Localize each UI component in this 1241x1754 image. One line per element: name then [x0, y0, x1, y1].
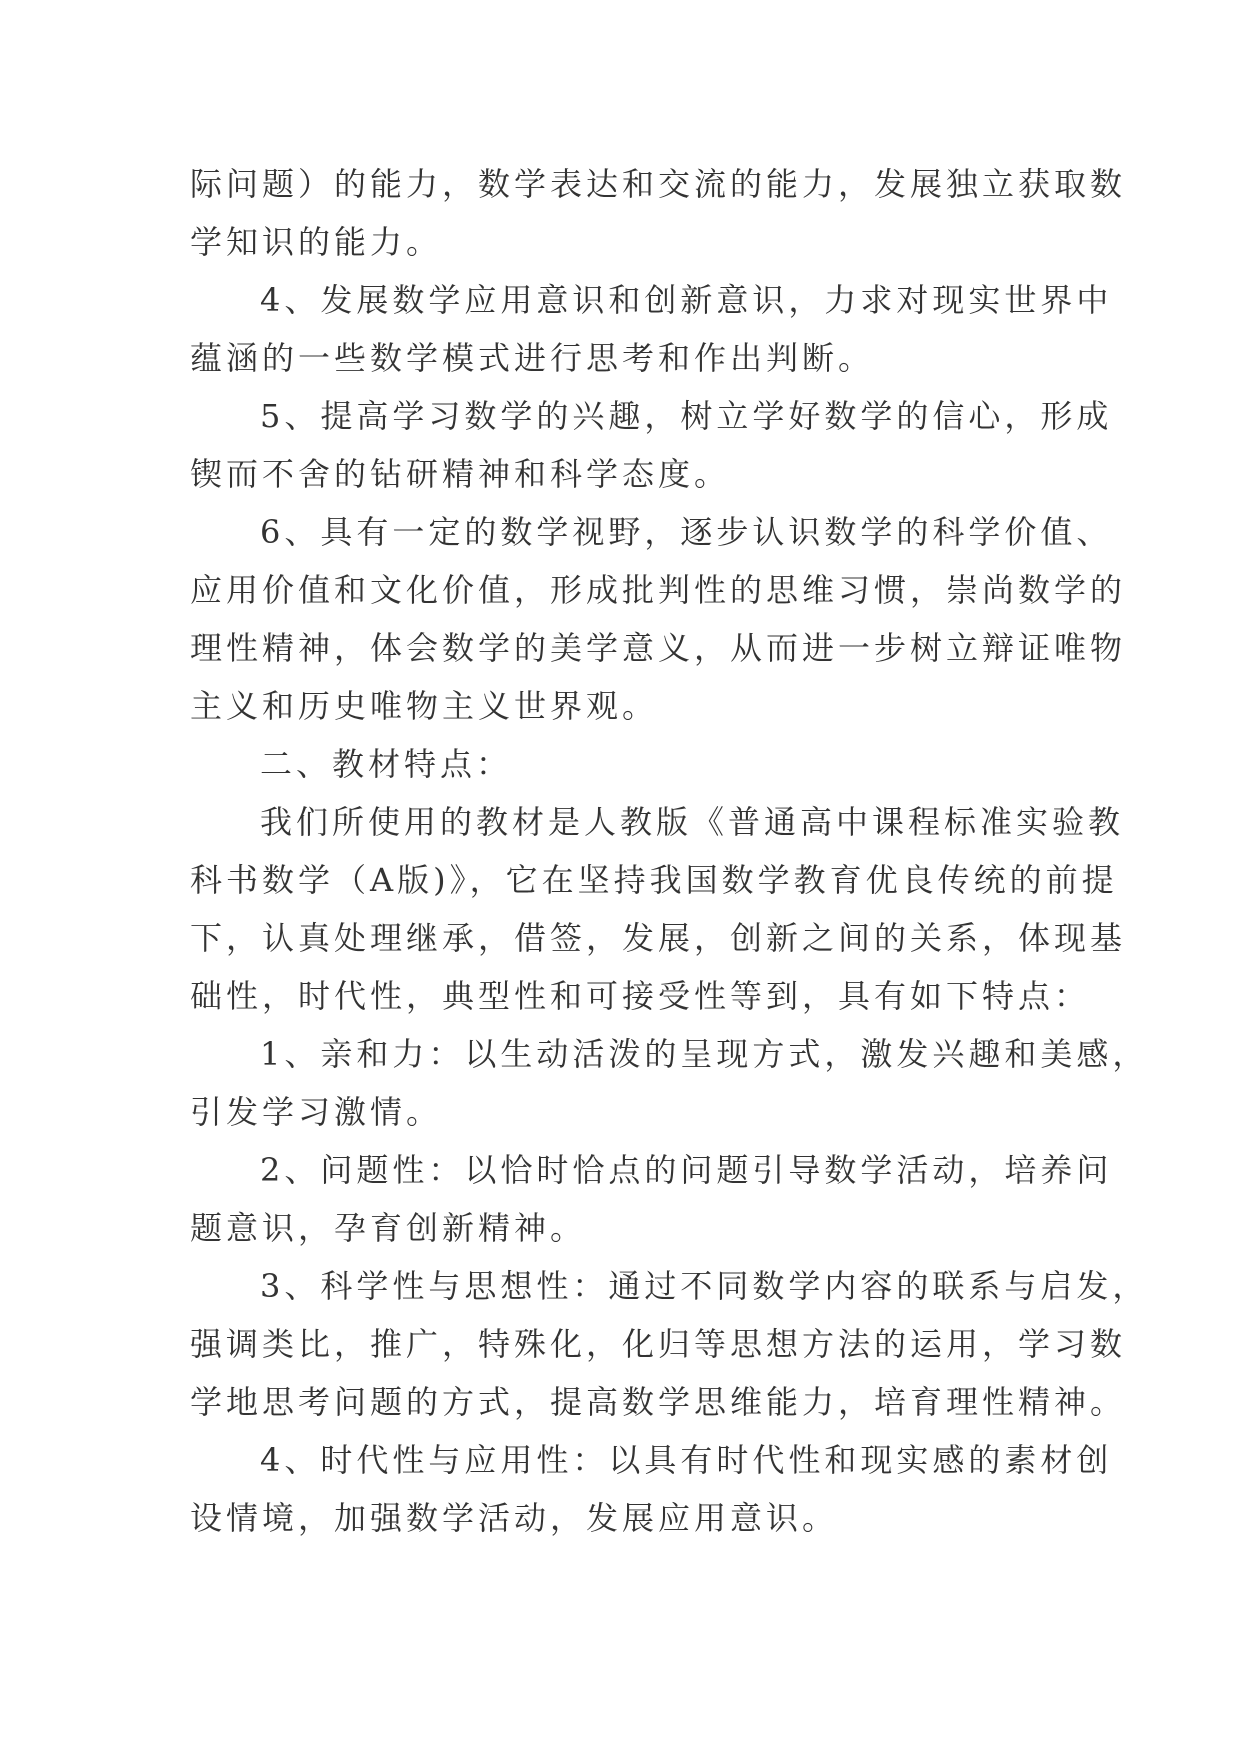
- text-line: 题意识，孕育创新精神。: [190, 1209, 587, 1247]
- section-heading-textbook-features: [190, 735, 1052, 793]
- text-line: 际问题）的能力，数学表达和交流的能力，发展独立获取数: [190, 165, 1127, 203]
- text-line: 3、科学性与思想性：通过不同数学内容的联系与启发，: [260, 1267, 1149, 1305]
- text-line: 1、亲和力：以生动活泼的呈现方式，激发兴趣和美感，: [260, 1035, 1149, 1073]
- text-line: 应用价值和文化价值，形成批判性的思维习惯，崇尚数学的: [190, 571, 1127, 609]
- text-line: 锲而不舍的钻研精神和科学态度。: [190, 455, 731, 493]
- paragraph-abilities-continued: [190, 155, 1127, 271]
- text-line: 设情境，加强数学活动，发展应用意识。: [190, 1499, 839, 1537]
- paragraph-feature-2: [190, 1141, 1113, 1257]
- paragraph-feature-3: [190, 1257, 1149, 1431]
- paragraph-feature-1: [190, 1025, 1149, 1141]
- text-line: 主义和历史唯物主义世界观。: [190, 687, 659, 725]
- text-line: 下，认真处理继承，借签，发展，创新之间的关系，体现基: [190, 919, 1127, 957]
- paragraph-goal-5: [190, 387, 1113, 503]
- text-line: 6、具有一定的数学视野，逐步认识数学的科学价值、: [260, 513, 1113, 551]
- text-line: 蕴涵的一些数学模式进行思考和作出判断。: [190, 339, 875, 377]
- paragraph-goal-6: [190, 503, 1127, 735]
- text-line: 2、问题性：以恰时恰点的问题引导数学活动，培养问: [260, 1151, 1113, 1189]
- text-line: 4、发展数学应用意识和创新意识，力求对现实世界中: [260, 281, 1113, 319]
- text-line: 科书数学（A版)》，它在坚持我国数学教育优良传统的前提: [190, 861, 1118, 899]
- paragraph-goal-4: [190, 271, 1113, 387]
- document-body: [190, 155, 1149, 1547]
- text-line: 4、时代性与应用性：以具有时代性和现实感的素材创: [260, 1441, 1113, 1479]
- text-line: 强调类比，推广，特殊化，化归等思想方法的运用，学习数: [190, 1325, 1127, 1363]
- text-line: 础性，时代性，典型性和可接受性等到，具有如下特点：: [190, 977, 1091, 1015]
- paragraph-feature-4: [190, 1431, 1113, 1547]
- text-line: 我们所使用的教材是人教版《普通高中课程标准实验教: [260, 803, 1125, 841]
- paragraph-textbook-intro: [190, 793, 1127, 1025]
- text-line: 引发学习激情。: [190, 1093, 443, 1131]
- text-line: 学地思考问题的方式，提高数学思维能力，培育理性精神。: [190, 1383, 1127, 1421]
- text-line: 理性精神，体会数学的美学意义，从而进一步树立辩证唯物: [190, 629, 1127, 667]
- section-heading: 二、教材特点：: [260, 745, 513, 783]
- text-line: 5、提高学习数学的兴趣，树立学好数学的信心，形成: [260, 397, 1113, 435]
- text-line: 学知识的能力。: [190, 223, 443, 261]
